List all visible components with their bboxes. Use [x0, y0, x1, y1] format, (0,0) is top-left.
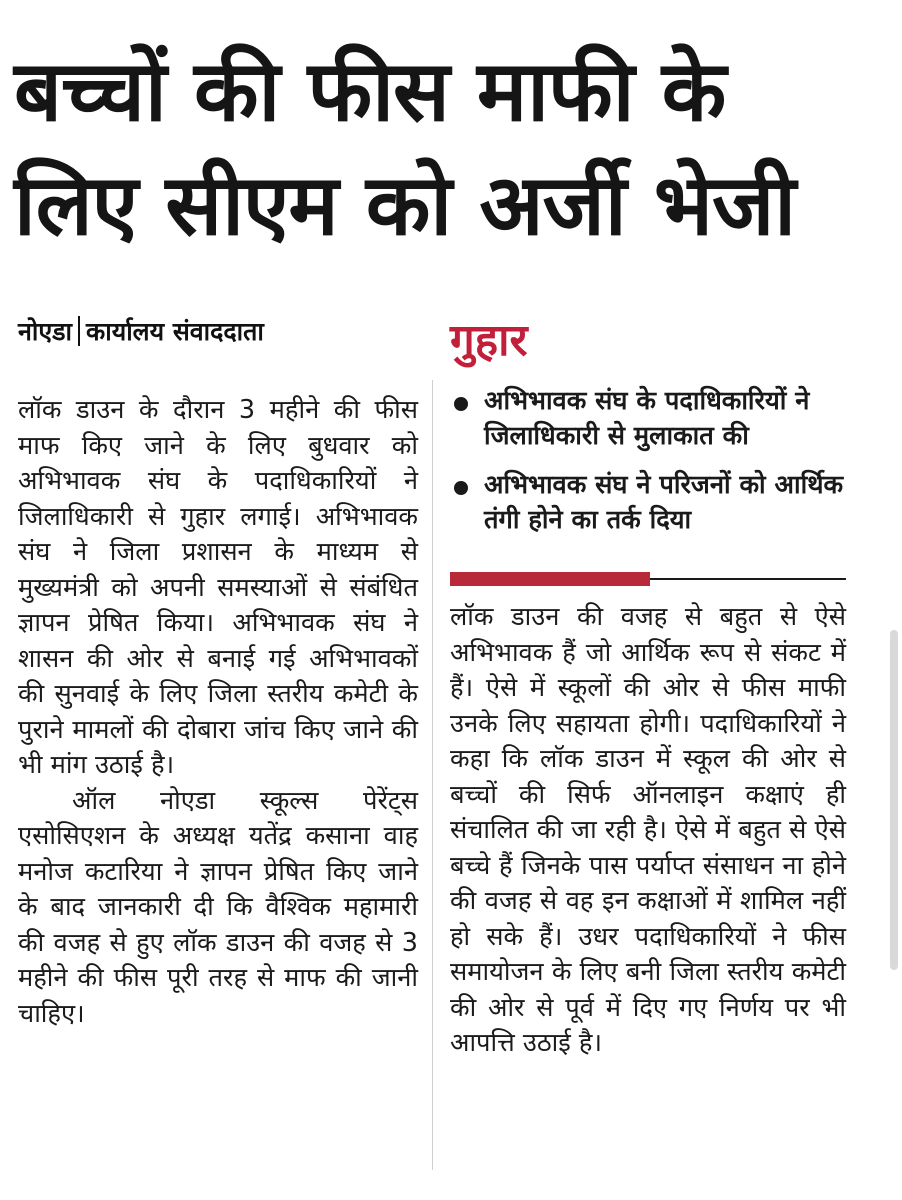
byline-reporter: कार्यालय संवाददाता — [86, 317, 264, 346]
bullet-dot-icon — [454, 481, 468, 495]
sidebar-bullet-list — [450, 384, 850, 552]
sidebar-bullet — [450, 384, 850, 454]
sidebar-bullet-text: अभिभावक संघ के पदाधिकारियों ने जिलाधिकारी से मुलाकात की — [484, 386, 810, 451]
byline-separator — [78, 316, 80, 346]
article-paragraph: लॉक डाउन के दौरान 3 महीने की फीस माफ किए जाने के लिए बुधवार को अभिभावक संघ के पदाधिकारियों ने जिलाधिकारी से गुहार लगाई। अभिभावक संघ ने जिला प्रशासन के माध्यम से मुख्यमंत्री को अपनी समस्याओं से संबंधित ज्ञापन प्रेषित किया। अभिभावक संघ ने शासन की ओर से बनाई गई अभिभावकों की सुनवाई के लिए जिला स्तरीय कमेटी के पुराने मामलों की दोबारा जांच किए जाने की भी मांग उठाई है। — [18, 395, 418, 780]
screen-edge-handle — [890, 630, 898, 970]
article-paragraph: लॉक डाउन की वजह से बहुत से ऐसे अभिभावक हैं जो आर्थिक रूप से संकट में हैं। ऐसे में स्कूलों की ओर से फीस माफी उनके लिए सहायता होगी। पदाधिकारियों ने कहा कि लॉक डाउन में स्कूल की ओर से बच्चों की सिर्फ ऑनलाइन कक्षाएं ही संचालित की जा रही है। ऐसे में बहुत से ऐसे बच्चे हैं जिनके पास पर्याप्त संसाधन ना होने की वजह से वह इन कक्षाओं में शामिल नहीं हो सके हैं। उधर पदाधिकारियों ने फीस समायोजन के लिए बनी जिला स्तरीय कमेटी की ओर से पूर्व में दिए गए निर्णय पर भी आपत्ति उठाई है। — [450, 602, 846, 1058]
byline-place: नोएडा — [18, 317, 73, 346]
column-divider — [432, 380, 433, 1170]
sidebar-title: गुहार — [450, 315, 528, 366]
section-rule-line — [650, 578, 846, 580]
headline-line-1: बच्चों की फीस माफी के — [14, 42, 726, 140]
headline — [14, 34, 874, 262]
headline-line-2: लिए सीएम को अर्जी भेजी — [14, 156, 796, 254]
article-paragraph: ऑल नोएडा स्कूल्स पेरेंट्स एसोसिएशन के अध्यक्ष यतेंद्र कसाना वाह मनोज कटारिया ने ज्ञापन प्रेषित किए जाने के बाद जानकारी दी कि वैश्विक महामारी की वजह से हुए लॉक डाउन की वजह से 3 महीने की फीस पूरी तरह से माफ की जानी चाहिए। — [18, 785, 418, 1029]
byline — [18, 314, 438, 348]
sidebar-bullet-text: अभिभावक संघ ने परिजनों को आर्थिक तंगी होने का तर्क दिया — [484, 470, 844, 535]
section-rule-accent — [450, 572, 650, 586]
sidebar-bullet — [450, 468, 850, 538]
bullet-dot-icon — [454, 397, 468, 411]
article-right-column — [450, 600, 846, 1062]
section-rule — [450, 572, 846, 586]
article-left-column — [18, 393, 418, 1032]
